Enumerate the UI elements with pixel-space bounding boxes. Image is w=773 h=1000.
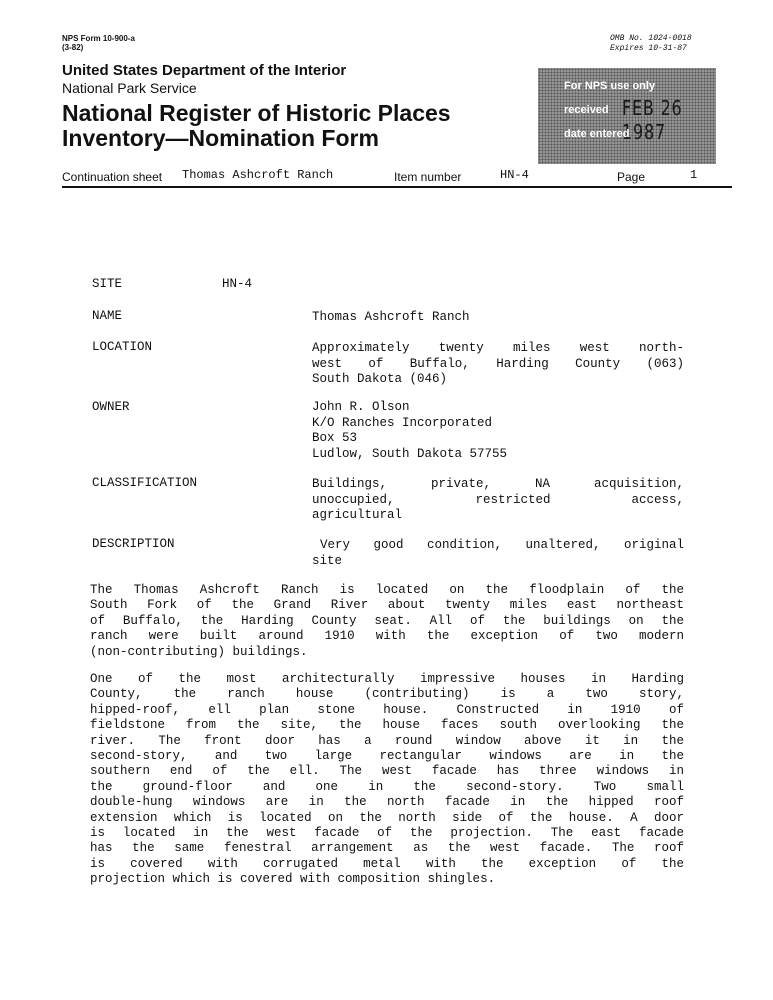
- item-number-value: HN-4: [500, 168, 529, 182]
- owner-line: Box 53: [312, 431, 358, 445]
- page-number-value: 1: [690, 168, 698, 182]
- description-line: Very good condition, unaltered, original: [320, 538, 684, 552]
- description-value: [312, 538, 684, 569]
- classification-line: unoccupied, restricted access,: [312, 492, 684, 507]
- omb-info: [610, 34, 692, 54]
- header-divider: [62, 186, 732, 188]
- body-paragraph-2: [90, 672, 684, 888]
- location-label: LOCATION: [92, 340, 153, 354]
- classification-line: agricultural: [312, 508, 403, 522]
- description-line: site: [312, 553, 343, 568]
- continuation-sheet-value: Thomas Ashcroft Ranch: [182, 168, 334, 182]
- site-label: SITE: [92, 277, 123, 291]
- paragraph-line: One of the most architecturally impressive houses in Harding: [90, 672, 684, 686]
- location-line: South Dakota (046): [312, 372, 448, 386]
- paragraph-line: double-hung windows are in the north facade in the hipped roof: [90, 795, 684, 810]
- paragraph-line: projection which is covered with composition shingles.: [90, 872, 496, 887]
- omb-number: OMB No. 1024-0018: [610, 34, 692, 43]
- owner-value: [312, 400, 684, 462]
- paragraph-line: is located in the west facade of the projection. The east facade: [90, 826, 684, 841]
- name-value: Thomas Ashcroft Ranch: [312, 310, 470, 324]
- paragraph-line: extension which is located on the north side of the house. A door: [90, 810, 684, 825]
- paragraph-line: (non-contributing) buildings.: [90, 644, 308, 659]
- paragraph-line: ranch were built around 1910 with the exception of two modern: [90, 629, 684, 644]
- owner-line: John R. Olson: [312, 400, 410, 414]
- classification-value: [312, 477, 684, 524]
- department-name: United States Department of the Interior: [62, 62, 347, 79]
- item-number-label: Item number: [394, 170, 462, 184]
- paragraph-line: of Buffalo, the Harding County seat. All of the buildings on the: [90, 613, 684, 628]
- paragraph-line: the ground-floor and one in the second-story. Two small: [90, 779, 684, 794]
- site-value: HN-4: [222, 277, 253, 291]
- body-paragraph-1: [90, 583, 684, 660]
- paragraph-line: second-story, and two large rectangular windows are in the: [90, 749, 684, 764]
- received-date-stamp: FEB 26 1987: [622, 96, 683, 144]
- form-revision: (3-82): [62, 43, 84, 52]
- description-label: DESCRIPTION: [92, 537, 175, 551]
- page-label: Page: [617, 170, 646, 184]
- omb-expires: Expires 10-31-87: [610, 44, 687, 53]
- paragraph-line: has the same fenestral arrangement as the west facade. The roof: [90, 841, 684, 856]
- location-line: west of Buffalo, Harding County (063): [312, 356, 684, 371]
- owner-line: K/O Ranches Incorporated: [312, 415, 493, 430]
- stamp-date-entered-label: date entered: [564, 128, 630, 140]
- paragraph-line: southern end of the ell. The west facade has three windows in: [90, 764, 684, 779]
- classification-line: Buildings, private, NA acquisition,: [312, 477, 684, 491]
- stamp-received-label: received: [564, 104, 609, 116]
- continuation-sheet-label: Continuation sheet: [62, 170, 163, 184]
- owner-label: OWNER: [92, 400, 130, 414]
- name-label: NAME: [92, 309, 123, 323]
- form-number: NPS Form 10-900-a: [62, 34, 135, 43]
- form-id: [62, 34, 135, 52]
- paragraph-line: hipped-roof, ell plan stone house. Constructed in 1910 of: [90, 702, 684, 717]
- nps-use-only-stamp-box: [538, 68, 716, 164]
- paragraph-line: South Fork of the Grand River about twenty miles east northeast: [90, 598, 684, 613]
- location-line: Approximately twenty miles west north-: [312, 341, 684, 355]
- form-title: [62, 101, 451, 151]
- location-value: [312, 341, 684, 388]
- paragraph-line: County, the ranch house (contributing) is a two story,: [90, 687, 684, 702]
- owner-line: Ludlow, South Dakota 57755: [312, 446, 508, 461]
- continuation-row: [62, 168, 732, 188]
- paragraph-line: fieldstone from the site, the house faces south overlooking the: [90, 718, 684, 733]
- classification-label: CLASSIFICATION: [92, 476, 198, 490]
- paragraph-line: The Thomas Ashcroft Ranch is located on the floodplain of the: [90, 583, 684, 597]
- paragraph-line: river. The front door has a round window above it in the: [90, 733, 684, 748]
- paragraph-line: is covered with corrugated metal with the exception of the: [90, 856, 684, 871]
- stamp-for-nps-use: For NPS use only: [564, 80, 656, 92]
- form-title-line2: Inventory—Nomination Form: [62, 125, 379, 151]
- agency-name: National Park Service: [62, 80, 197, 96]
- form-title-line1: National Register of Historic Places: [62, 100, 451, 126]
